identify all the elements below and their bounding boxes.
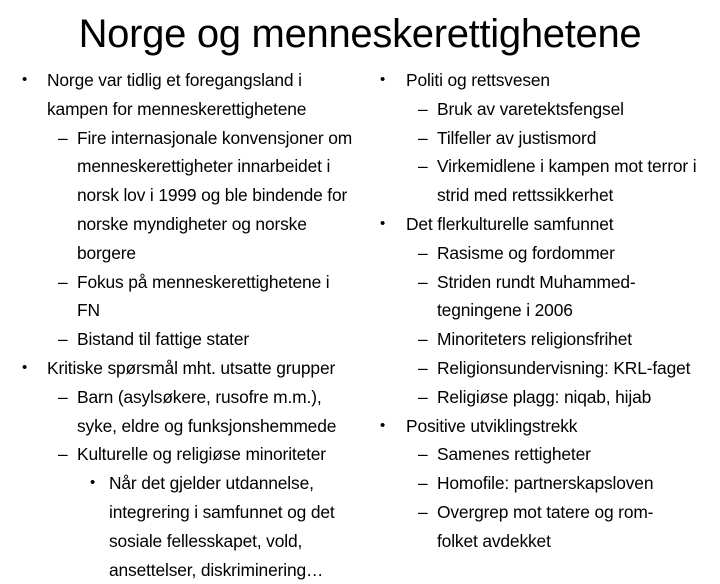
right-bullet-1-sub-3: [360, 152, 720, 210]
right-bullet-2-sub-1: [360, 239, 720, 268]
bullet-icon: •: [380, 214, 386, 232]
left-column: [0, 66, 360, 584]
left-bullet-2-sub-1: [0, 383, 360, 441]
right-bullet-1-text: Politi og rettsvesen: [406, 70, 550, 90]
left-bullet-1: [0, 66, 360, 124]
right-bullet-2-sub-5-text: Religiøse plagg: niqab, hijab: [437, 386, 652, 407]
right-bullet-2-sub-2-text: Striden rundt Muhammed-tegningene i 2006: [437, 271, 636, 321]
right-bullet-1-sub-1-text: Bruk av varetektsfengsel: [437, 98, 624, 119]
left-bullet-1-sub-1: [0, 124, 360, 268]
right-bullet-2-sub-4: [360, 354, 720, 383]
dash-icon: –: [418, 127, 428, 148]
left-bullet-2-text: Kritiske spørsmål mht. utsatte grupper: [47, 357, 336, 378]
right-bullet-1-sub-1: [360, 95, 720, 124]
left-bullet-2-sub-2-detail-1: [0, 469, 360, 584]
right-bullet-3-sub-3: [360, 498, 720, 556]
right-bullet-2-sub-3-text: Minoriteters religionsfrihet: [437, 329, 632, 350]
dash-icon: –: [58, 271, 68, 292]
right-bullet-1-sub-2: [360, 124, 720, 153]
dash-icon: –: [418, 386, 428, 407]
right-bullet-3: [360, 412, 720, 441]
left-bullet-2-sub-2: [0, 440, 360, 469]
right-bullet-1-sub-2-text: Tilfeller av justismord: [437, 127, 597, 148]
right-bullet-3-sub-3-text: Overgrep mot tatere og rom-folket avdekket: [437, 501, 654, 551]
dash-icon: –: [58, 444, 68, 465]
dash-icon: –: [418, 357, 428, 378]
right-column: [360, 66, 720, 556]
right-bullet-2-sub-4-text: Religionsundervisning: KRL-faget: [437, 357, 691, 378]
dash-icon: –: [418, 271, 428, 292]
right-bullet-1: [360, 66, 720, 95]
dash-icon: –: [58, 386, 68, 407]
dash-icon: –: [418, 98, 428, 119]
right-bullet-2-sub-2: [360, 268, 720, 326]
dash-icon: –: [58, 329, 68, 350]
right-bullet-2: [360, 210, 720, 239]
left-bullet-2: [0, 354, 360, 383]
dash-icon: –: [418, 501, 428, 522]
right-bullet-3-sub-2: [360, 469, 720, 498]
right-bullet-2-text: Det flerkulturelle samfunnet: [406, 213, 614, 234]
left-bullet-2-sub-1-text: Barn (asylsøkere, rusofre m.m.), syke, eldre og funksjonshemmede: [77, 386, 337, 436]
left-bullet-1-sub-2: [0, 268, 360, 326]
bullet-icon: •: [22, 71, 28, 88]
dash-icon: –: [58, 127, 68, 148]
right-bullet-3-sub-1: [360, 440, 720, 469]
right-bullet-2-sub-3: [360, 325, 720, 354]
bullet-icon: •: [90, 474, 96, 492]
right-bullet-3-sub-1-text: Samenes rettigheter: [437, 444, 591, 465]
right-bullet-3-text: Positive utviklingstrekk: [406, 415, 578, 436]
left-bullet-1-sub-2-text: Fokus på menneskerettighetene i FN: [77, 271, 330, 321]
bullet-icon: •: [380, 416, 386, 434]
left-bullet-2-sub-2-detail-1-text: Når det gjelder utdannelse, integrering i samfunnet og det sosiale fellesskapet, vold, ansettelser, diskriminering…: [109, 473, 335, 580]
right-bullet-3-sub-2-text: Homofile: partnerskapsloven: [437, 473, 654, 494]
bullet-icon: •: [380, 71, 386, 88]
dash-icon: –: [418, 156, 428, 177]
right-bullet-1-sub-3-text: Virkemidlene i kampen mot terror i strid med rettssikkerhet: [437, 156, 697, 206]
dash-icon: –: [418, 329, 428, 350]
dash-icon: –: [418, 242, 428, 263]
left-bullet-1-sub-3-text: Bistand til fattige stater: [77, 329, 250, 350]
left-bullet-1-sub-1-text: Fire internasjonale konvensjoner om menneskerettigheter innarbeidet i norsk lov i 1999 og ble bindende for norske myndigheter og norske borgere: [77, 127, 353, 263]
slide-title: Norge og menneskerettighetene: [78, 12, 642, 56]
right-bullet-2-sub-5: [360, 383, 720, 412]
left-bullet-1-text: Norge var tidlig et foregangsland i kampen for menneskerettighetene: [47, 70, 307, 119]
dash-icon: –: [418, 473, 428, 494]
left-bullet-2-sub-2-text: Kulturelle og religiøse minoriteter: [77, 444, 326, 465]
dash-icon: –: [418, 444, 428, 465]
bullet-icon: •: [22, 358, 28, 376]
right-bullet-2-sub-1-text: Rasisme og fordommer: [437, 242, 615, 263]
left-bullet-1-sub-3: [0, 325, 360, 354]
